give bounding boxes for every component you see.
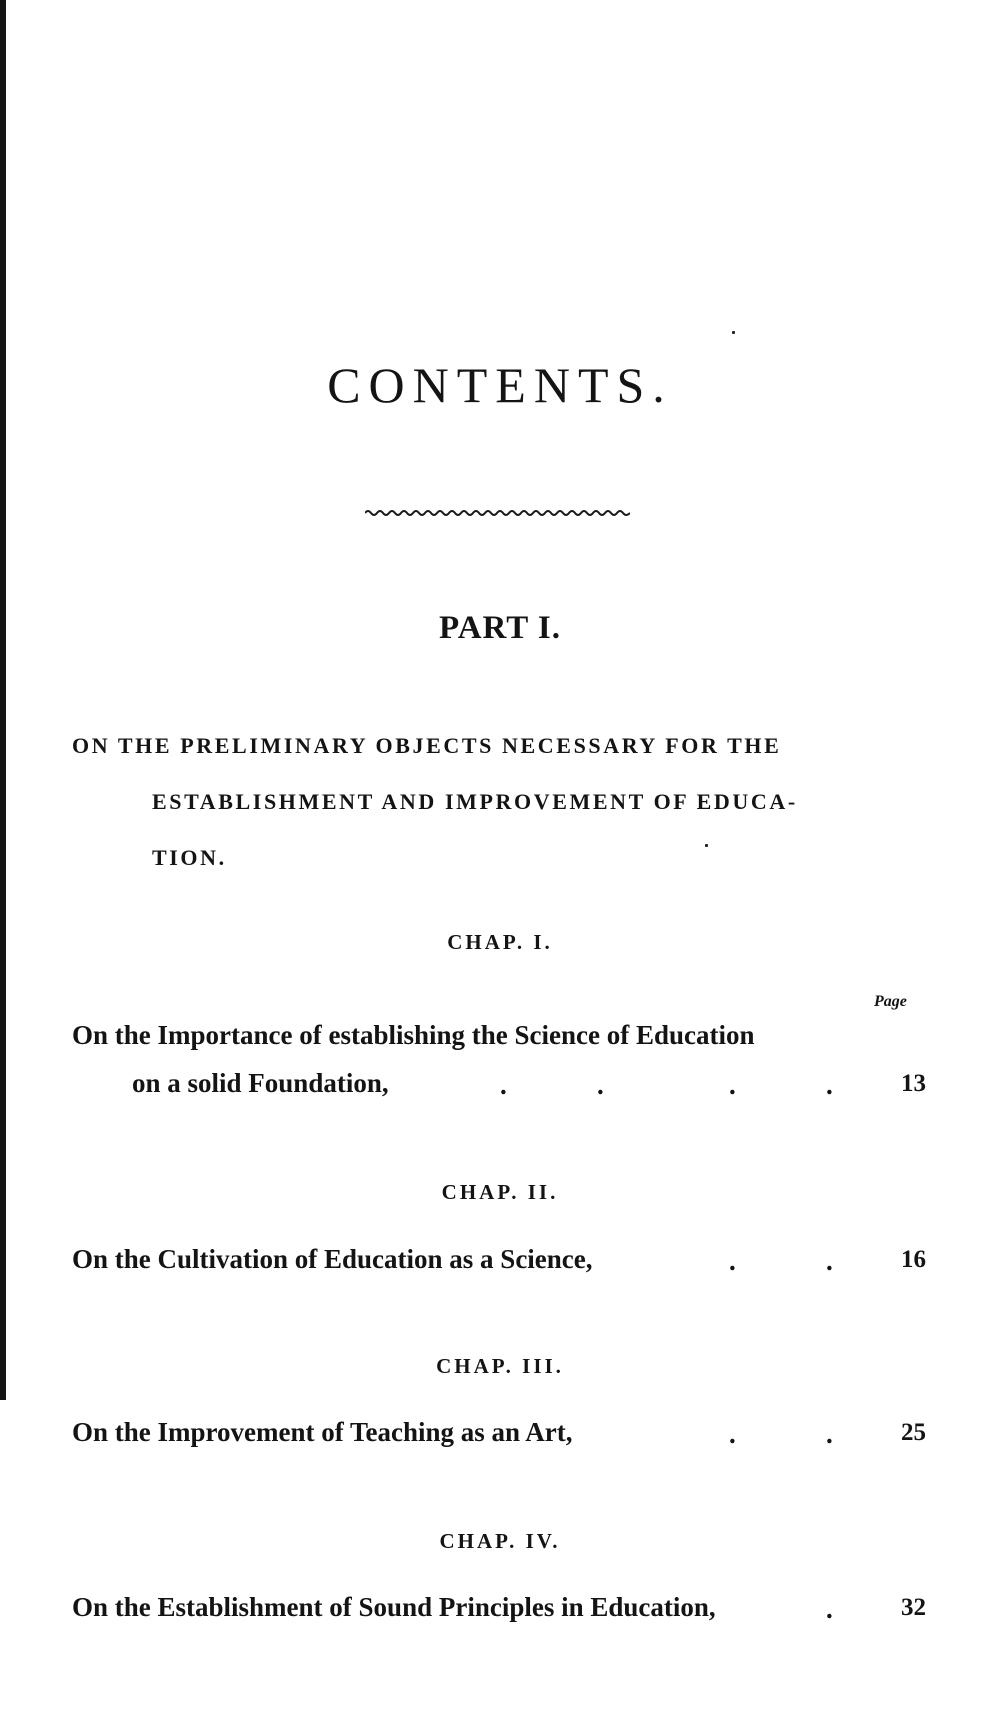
dot-leader: . bbox=[826, 1419, 833, 1449]
wavy-rule bbox=[365, 508, 630, 518]
chapter-3-page-number: 25 bbox=[901, 1419, 926, 1446]
dot-leader: . bbox=[826, 1594, 833, 1624]
dot-leader: . bbox=[826, 1070, 833, 1100]
dot-leader: . bbox=[729, 1419, 736, 1449]
chapter-2-entry: On the Cultivation of Education as a Science, bbox=[72, 1244, 593, 1274]
part-subtitle-line-3: TION. bbox=[152, 845, 227, 870]
chapter-1-entry-line-1: On the Importance of establishing the Science of Education bbox=[72, 1020, 755, 1050]
chapter-4-entry: On the Establishment of Sound Principles in Education, bbox=[72, 1592, 716, 1622]
part-subtitle bbox=[72, 718, 952, 886]
part-heading: PART I. bbox=[439, 610, 561, 646]
part-subtitle-line-2: ESTABLISHMENT AND IMPROVEMENT OF EDUCA- bbox=[152, 789, 798, 814]
chapter-1-page-number: 13 bbox=[901, 1070, 926, 1097]
part-subtitle-line-1: ON THE PRELIMINARY OBJECTS NECESSARY FOR THE bbox=[72, 733, 782, 758]
print-speck bbox=[705, 844, 708, 847]
dot-leader: . bbox=[729, 1246, 736, 1276]
chapter-2-page-number: 16 bbox=[901, 1246, 926, 1273]
dot-leader: . bbox=[597, 1070, 604, 1100]
dot-leader: . bbox=[826, 1246, 833, 1276]
dot-leader: . bbox=[500, 1070, 507, 1100]
chapter-heading-1: CHAP. I. bbox=[447, 930, 553, 954]
page-title: CONTENTS. bbox=[327, 357, 673, 413]
dot-leader: . bbox=[729, 1070, 736, 1100]
print-speck bbox=[732, 331, 735, 334]
chapter-heading-3: CHAP. III. bbox=[436, 1354, 564, 1378]
chapter-heading-2: CHAP. II. bbox=[441, 1180, 559, 1204]
chapter-heading-4: CHAP. IV. bbox=[439, 1529, 561, 1553]
chapter-1-entry-line-2: on a solid Foundation, bbox=[132, 1068, 389, 1098]
chapter-4-page-number: 32 bbox=[901, 1594, 926, 1621]
page-column-label: Page bbox=[874, 993, 907, 1010]
chapter-3-entry: On the Improvement of Teaching as an Art, bbox=[72, 1417, 573, 1447]
